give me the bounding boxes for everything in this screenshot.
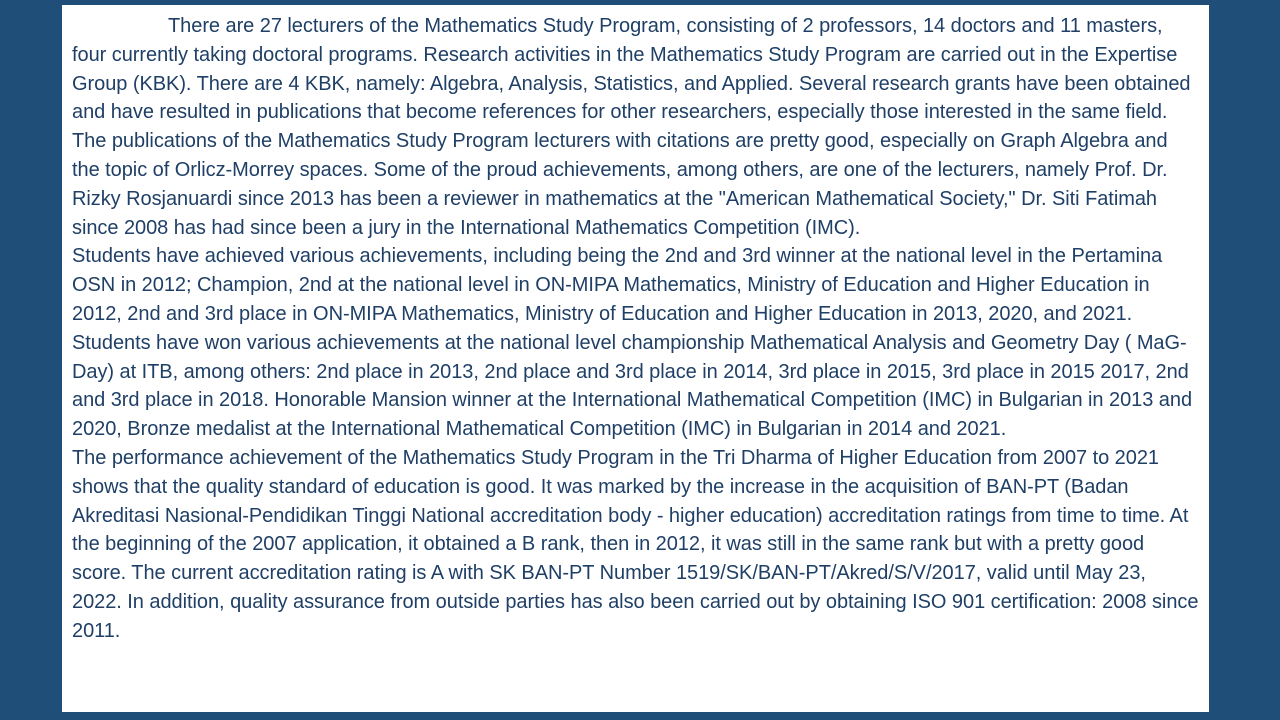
text-panel (62, 5, 1209, 712)
paragraph-student-achievements: Students have achieved various achievements, including being the 2nd and 3rd winner at the national level in the Pertamina OSN in 2012; Champion, 2nd at the national level in ON-MIPA Mathematics, Ministry of Education and Higher Education in 2012, 2nd and 3rd place in ON-MIPA Mathematics, Ministry of Education and Higher Education in 2013, 2020, and 2021. Students have won various achievements at the national level championship Mathematical Analysis and Geometry Day ( MaG-Day) at ITB, among others: 2nd place in 2013, 2nd place and 3rd place in 2014, 3rd place in 2015, 3rd place in 2015 2017, 2nd and 3rd place in 2018. Honorable Mansion winner at the International Mathematical Competition (IMC) in Bulgarian in 2013 and 2020, Bronze medalist at the International Mathematical Competition (IMC) in Bulgarian in 2014 and 2021. (72, 245, 1193, 441)
paragraph-accreditation: The performance achievement of the Mathematics Study Program in the Tri Dharma of Higher Education from 2007 to 2021 shows that the quality standard of education is good. It was marked by the increase in the acquisition of BAN-PT (Badan Akreditasi Nasional-Pendidikan Tinggi National accreditation body - higher education) accreditation ratings from time to time. At the beginning of the 2007 application, it obtained a B rank, then in 2012, it was still in the same rank but with a pretty good score. The current accreditation rating is A with SK BAN-PT Number 1519/SK/BAN-PT/Akred/S/V/2017, valid until May 23, 2022. In addition, quality assurance from outside parties has also been carried out by obtaining ISO 901 certification: 2008 since 2011. (72, 446, 1199, 642)
paragraph-lecturers: There are 27 lecturers of the Mathematics Study Program, consisting of 2 professors, 14 doctors and 11 masters, four currently taking doctoral programs. Research activities in the Mathematics Study Program are carried out in the Expertise Group (KBK). There are 4 KBK, namely: Algebra, Analysis, Statistics, and Applied. Several research grants have been obtained and have resulted in publications that become references for other researchers, especially those interested in the same field. The publications of the Mathematics Study Program lecturers with citations are pretty good, especially on Graph Algebra and the topic of Orlicz-Morrey spaces. Some of the proud achievements, among others, are one of the lecturers, namely Prof. Dr. Rizky Rosjanuardi since 2013 has been a reviewer in mathematics at the "American Mathematical Society," Dr. Siti Fatimah since 2008 has had since been a jury in the International Mathematics Competition (IMC). (72, 15, 1191, 239)
